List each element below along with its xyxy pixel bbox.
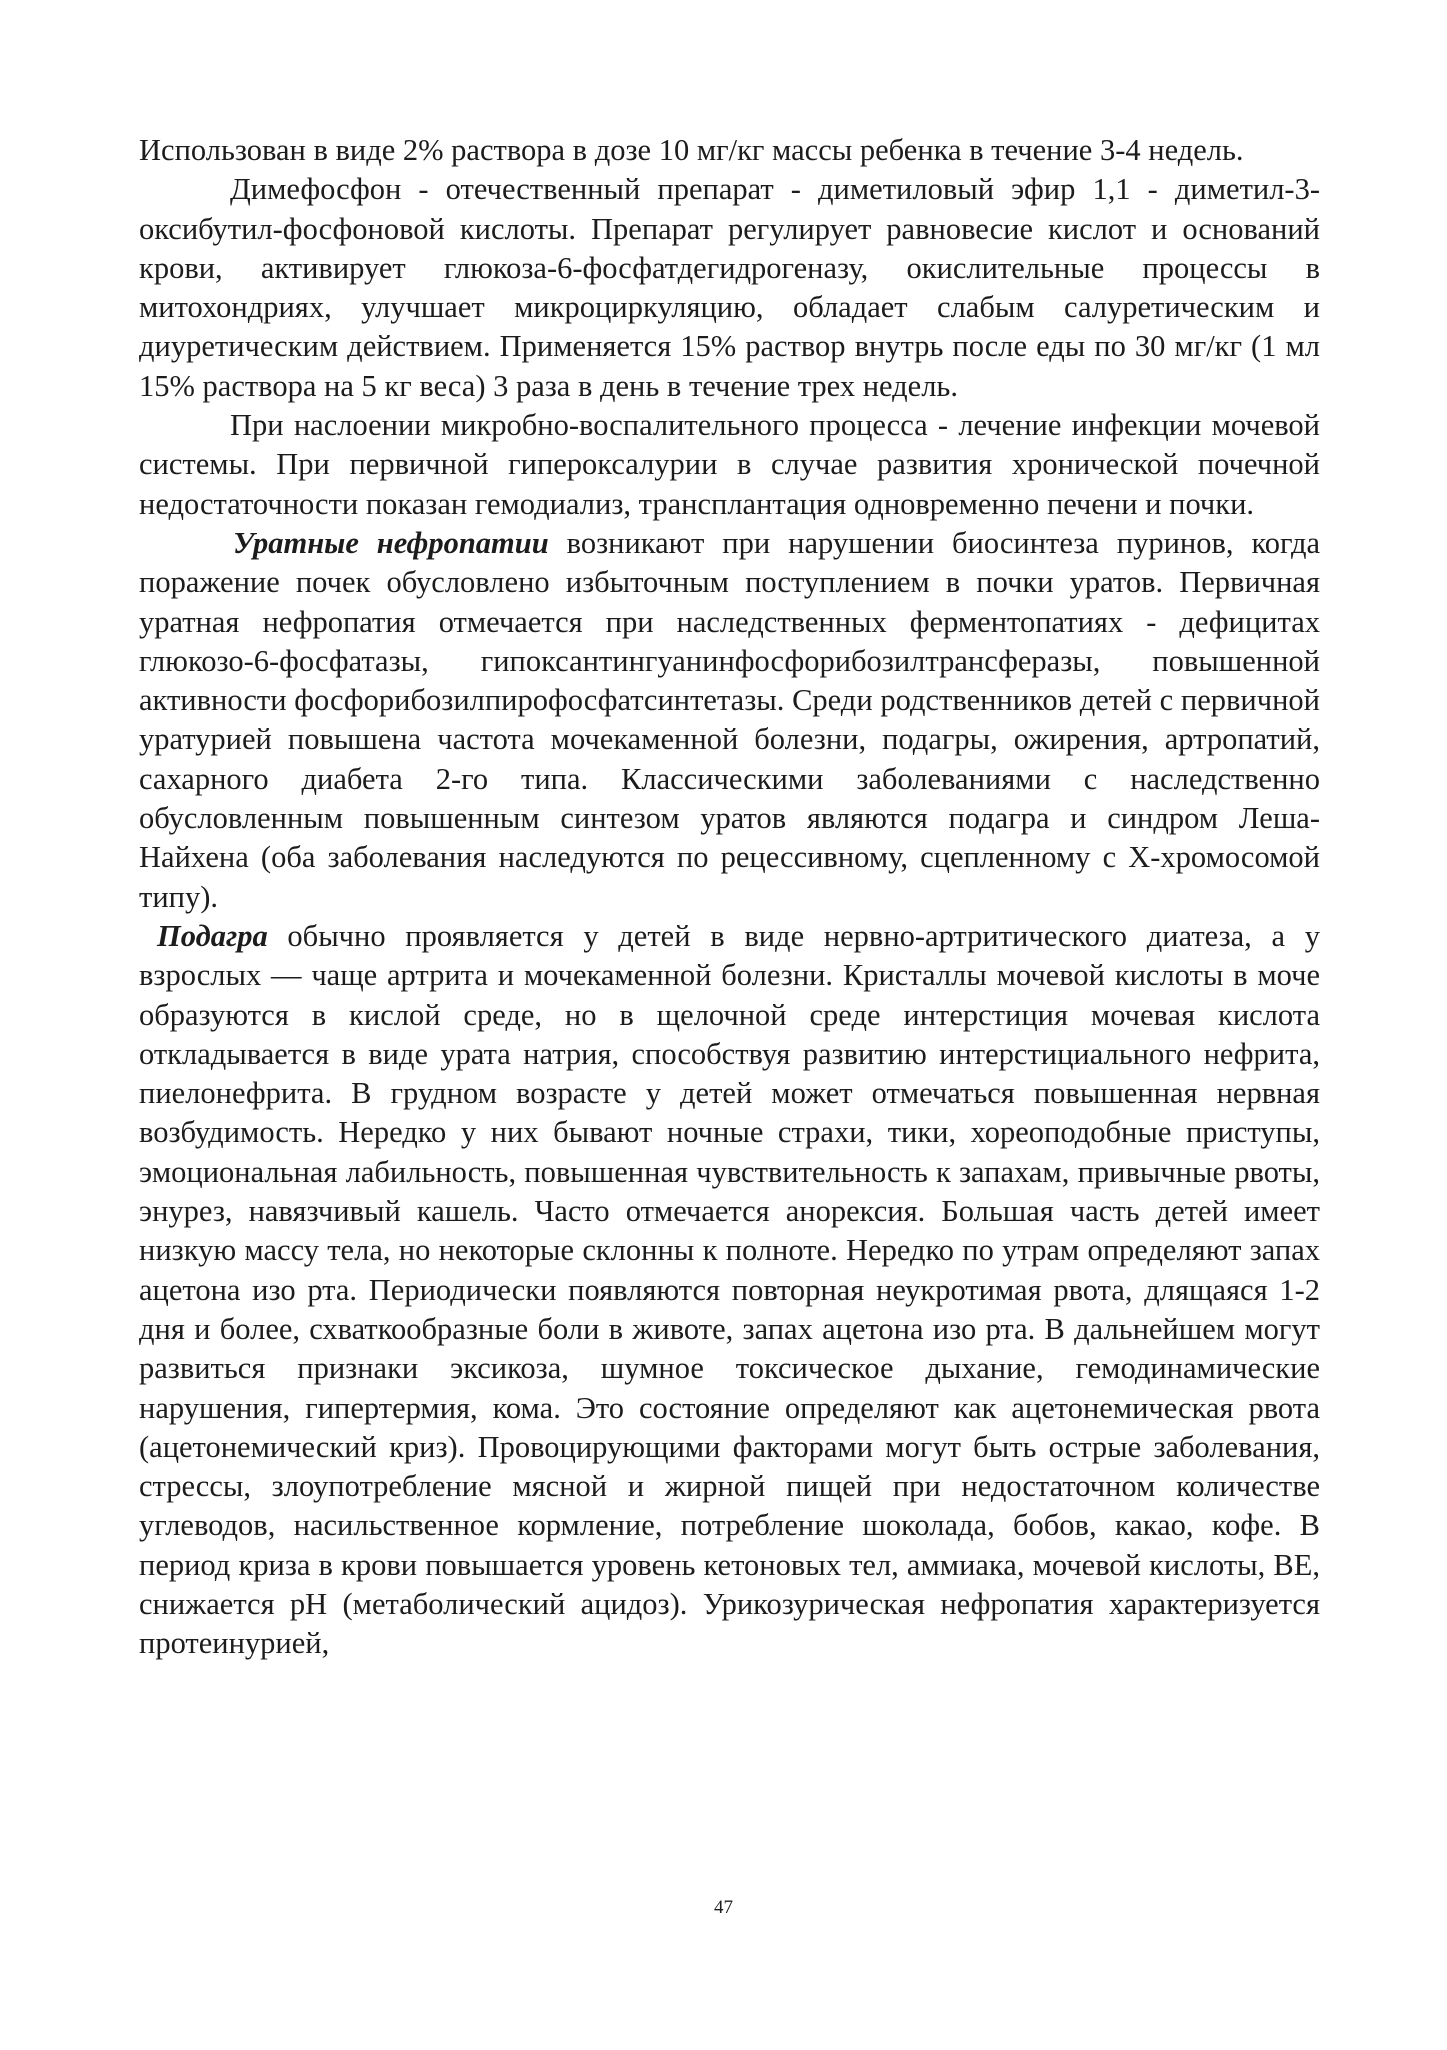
page-body <box>139 131 1320 1664</box>
page-number: 47 <box>714 1897 733 1918</box>
paragraph-1: Использован в виде 2% раствора в дозе 10 мг/кг массы ребенка в течение 3-4 недель. <box>139 133 1244 167</box>
term-urate-nephropathy: Уратные нефропатии <box>233 525 549 560</box>
paragraph-infection-treatment: При наслоении микробно-воспалительного процесса - лечение инфекции мочевой системы. При первичной гипероксалурии в случае развития хронической почечной недостаточности показан гемодиализ, трансплантация одновременно печени и почки. <box>139 408 1320 521</box>
paragraph-urate-nephropathy-text: возникают при нарушении биосинтеза пуринов, когда поражение почек обусловлено избыточным поступлением в почки уратов. Первичная уратная нефропатия отмечается при наследственных ферментопатиях - дефицитах глюкозо-6-фосфатазы, гипоксантингуанинфосфорибозилтрансферазы, повышенной активности фосфорибозилпирофосфатсинтетазы. Среди родственников детей с первичной уратурией повышена частота мочекаменной болезни, подагры, ожирения, артропатий, сахарного диабета 2-го типа. Классическими заболеваниями с наследственно обусловленным повышенным синтезом уратов являются подагра и синдром Леша-Найхена (оба заболевания наследуются по рецессивному, сцепленному с Х-хромосомой типу). <box>139 525 1321 914</box>
paragraph-gout-text: обычно проявляется у детей в виде нервно-артритического диатеза, а у взрослых — чаще артрита и мочекаменной болезни. Кристаллы мочевой кислоты в моче образуются в кислой среде, но в щелочной среде интерстиция мочевая кислота откладывается в виде урата натрия, способствуя развитию интерстициального нефрита, пиелонефрита. В грудном возрасте у детей может отмечаться повышенная нервная возбудимость. Нередко у них бывают ночные страхи, тики, хореоподобные приступы, эмоциональная лабильность, повышенная чувствительность к запахам, привычные рвоты, энурез, навязчивый кашель. Часто отмечается анорексия. Большая часть детей имеет низкую массу тела, но некоторые склонны к полноте. Нередко по утрам определяют запах ацетона изо рта. Периодически появляются повторная неукротимая рвота, длящаяся 1-2 дня и более, схваткообразные боли в животе, запах ацетона изо рта. В дальнейшем могут развиться признаки эксикоза, шумное токсическое дыхание, гемодинамические нарушения, гипертермия, кома. Это состояние определяют как ацетонемическая рвота (ацетонемический криз). Провоцирующими факторами могут быть острые заболевания, стрессы, злоупотребление мясной и жирной пищей при недостаточном количестве углеводов, насильственное кормление, потребление шоколада, бобов, какао, кофе. В период криза в крови повышается уровень кетоновых тел, аммиака, мочевой кислоты, BE, снижается pH (метаболический ацидоз). Урикозурическая нефропатия характеризуется протеинурией, <box>139 918 1320 1661</box>
term-gout: Подагра <box>157 918 268 953</box>
paragraph-urate-nephropathy <box>139 524 1320 917</box>
paragraph-dimefosfon: Димефосфон - отечественный препарат - диметиловый эфир 1,1 - диметил-3-оксибутил-фосфоновой кислоты. Препарат регулирует равновесие кислот и оснований крови, активирует глюкоза-6-фосфатдегидрогеназу, окислительные процессы в митохондриях, улучшает микроциркуляцию, обладает слабым салуретическим и диуретическим действием. Применяется 15% раствор внутрь после еды по 30 мг/кг (1 мл 15% раствора на 5 кг веса) 3 раза в день в течение трех недель. <box>139 172 1320 403</box>
paragraph-gout <box>139 917 1320 1664</box>
